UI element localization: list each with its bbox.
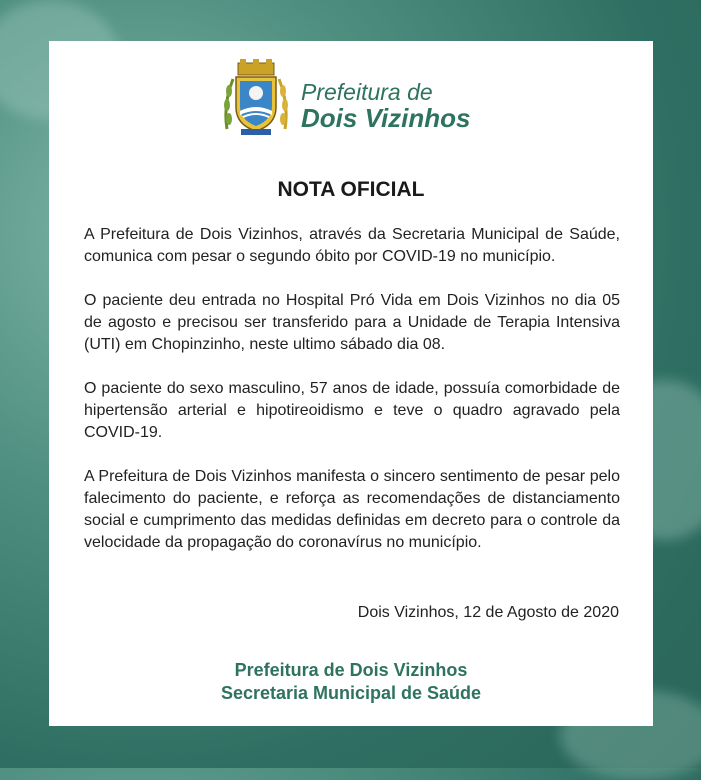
paragraph: A Prefeitura de Dois Vizinhos, através da Secretaria Municipal de Saúde, comunica com pesar o segundo óbito por COVID-19 no município. (84, 226, 620, 265)
signature-footer (49, 659, 653, 705)
footer-line1: Prefeitura de Dois Vizinhos (234, 660, 468, 680)
date-line: Dois Vizinhos, 12 de Agosto de 2020 (357, 604, 619, 621)
paragraph: O paciente deu entrada no Hospital Pró Vida em Dois Vizinhos no dia 05 de agosto e precisou ser transferido para a Unidade de Terapia Intensiva (UTI) em Chopinzinho, neste ultimo sábado dia 08. (84, 292, 620, 353)
page-title: NOTA OFICIAL (277, 178, 425, 201)
brand-name-line1: Prefeitura de (301, 79, 433, 105)
footer-line2: Secretaria Municipal de Saúde (220, 683, 482, 703)
brand-name-line2: Dois Vizinhos (301, 103, 471, 133)
municipal-coat-of-arms-icon (221, 59, 291, 137)
paragraph: A Prefeitura de Dois Vizinhos manifesta o sincero sentimento de pesar pelo falecimento do paciente, e reforça as recomendações de distanciamento social e cumprimento das medidas definidas em decreto para o controle da velocidade da propagação do coronavírus no município. (84, 468, 620, 551)
official-note-card (49, 41, 653, 726)
paragraph: O paciente do sexo masculino, 57 anos de idade, possuía comorbidade de hipertensão arterial e hipotireoidismo e teve o quadro agravado pela COVID-19. (84, 380, 620, 441)
note-body (84, 224, 620, 576)
header-logo (221, 59, 491, 143)
